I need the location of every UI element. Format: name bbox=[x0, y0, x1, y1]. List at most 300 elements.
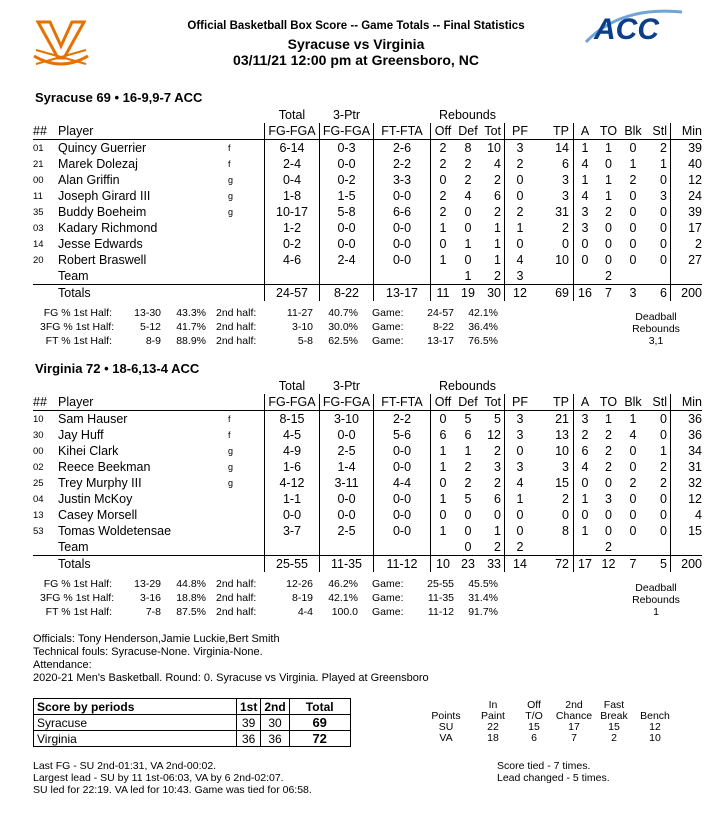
report-title: Official Basketball Box Score -- Game Totals -- Final Statistics bbox=[187, 20, 525, 32]
chance-va: 7 bbox=[571, 732, 577, 744]
stat-blk: 1 bbox=[629, 156, 637, 171]
stat-fg: 2-4 bbox=[265, 156, 320, 172]
blank-cell bbox=[374, 378, 431, 394]
fast-header-2: Break bbox=[600, 710, 628, 722]
blank-cell bbox=[228, 285, 265, 302]
acc-logo-text: ACC bbox=[594, 13, 659, 44]
stat-pf: 3 bbox=[505, 427, 536, 443]
stat-stl: 1 bbox=[660, 156, 667, 171]
stat-blk: 0 bbox=[629, 236, 637, 251]
stat-tp: 0 bbox=[562, 236, 569, 251]
periods-row bbox=[34, 715, 351, 731]
blank-cell bbox=[228, 123, 265, 140]
stat-blk: 0 bbox=[629, 491, 637, 506]
stat-ft: 0-0 bbox=[374, 443, 431, 459]
periods-2nd: 36 bbox=[261, 731, 289, 747]
paint-col bbox=[476, 700, 510, 744]
stat-ft: 0-0 bbox=[374, 220, 431, 236]
col-header-pf: PF bbox=[505, 394, 536, 411]
threeptr-group-header: 3-Ptr bbox=[332, 378, 361, 393]
player-name: Kadary Richmond bbox=[58, 220, 158, 235]
col-header-tp: TP bbox=[553, 394, 569, 409]
column-header-row bbox=[33, 123, 702, 140]
col-header-def: Def bbox=[458, 123, 478, 138]
stat-min: 31 bbox=[671, 459, 703, 475]
pct-g: 24-57 bbox=[427, 307, 454, 319]
stat-a: 3 bbox=[574, 411, 597, 428]
score-tied-line: Score tied - 7 times. bbox=[497, 760, 591, 772]
stat-off: 0 bbox=[431, 236, 456, 252]
pct-gl: Game: bbox=[372, 592, 404, 604]
pct-g: 11-12 bbox=[427, 606, 454, 618]
stat-tp: 10 bbox=[555, 443, 569, 458]
col-header-ft: FT-FTA bbox=[374, 394, 431, 411]
player-number: 13 bbox=[33, 509, 44, 521]
player-row bbox=[33, 539, 702, 556]
stat-fg: 8-15 bbox=[265, 411, 320, 428]
stat-tp3: 0-2 bbox=[320, 172, 374, 188]
stat-pf: 3 bbox=[505, 140, 536, 157]
stat-tot: 5 bbox=[481, 411, 505, 428]
stat-a: 6 bbox=[574, 443, 597, 459]
rebounds-group-header: Rebounds bbox=[439, 378, 496, 393]
total-ft: 13-17 bbox=[374, 285, 431, 302]
stat-fg: 4-5 bbox=[265, 427, 320, 443]
pct-h1: 8-9 bbox=[145, 335, 161, 347]
stat-tot: 1 bbox=[494, 236, 501, 251]
player-row bbox=[33, 140, 702, 157]
stat-pf: 0 bbox=[505, 523, 536, 539]
pct-gp: 76.5% bbox=[468, 335, 498, 347]
stat-min: 24 bbox=[671, 188, 703, 204]
stat-a: 1 bbox=[574, 523, 597, 539]
stat-fg: 1-6 bbox=[265, 459, 320, 475]
stat-off: 2 bbox=[431, 156, 456, 172]
stat-to: 2 bbox=[605, 459, 612, 474]
officials-line: Officials: Tony Henderson,Jamie Luckie,Bert Smith bbox=[33, 633, 280, 645]
stat-pf: 3 bbox=[505, 459, 536, 475]
points-team: SU bbox=[438, 721, 454, 733]
stat-blk: 0 bbox=[629, 220, 637, 235]
col-header-tot: Tot bbox=[484, 394, 501, 409]
total-def: 19 bbox=[455, 285, 481, 302]
stat-tp3: 1-5 bbox=[320, 188, 374, 204]
threeptr-group-header: 3-Ptr bbox=[332, 107, 361, 122]
total-to: 12 bbox=[596, 556, 621, 573]
largest-lead-line: Largest lead - SU by 11 1st-06:03, VA by 6 2nd-02:07. bbox=[33, 772, 284, 784]
stat-tp3: 3-11 bbox=[320, 475, 374, 491]
stat-tp: 2 bbox=[562, 491, 569, 506]
player-row bbox=[33, 172, 702, 188]
stat-tp3: 2-5 bbox=[320, 443, 374, 459]
periods-team: Virginia bbox=[34, 731, 237, 747]
col-header-to: TO bbox=[599, 394, 618, 409]
total-fg: 25-55 bbox=[265, 556, 320, 573]
blank-cell bbox=[535, 378, 574, 394]
column-header-row bbox=[33, 394, 702, 411]
chance-header-2: Chance bbox=[555, 710, 593, 722]
player-position: g bbox=[228, 206, 234, 217]
stat-a: 1 bbox=[574, 172, 597, 188]
pct-h1p: 41.7% bbox=[176, 321, 206, 333]
stat-tot: 1 bbox=[494, 523, 501, 538]
player-number: 25 bbox=[33, 477, 44, 489]
col-header-blk: Blk bbox=[624, 123, 642, 138]
blank-cell bbox=[671, 378, 703, 394]
stat-tp3: 0-0 bbox=[320, 236, 374, 252]
stat-def: 2 bbox=[464, 172, 472, 187]
stat-pf: 1 bbox=[505, 491, 536, 507]
stat-a: 0 bbox=[574, 475, 597, 491]
pct-h1: 5-12 bbox=[139, 321, 161, 333]
stat-to: 2 bbox=[605, 539, 612, 554]
stat-off: 1 bbox=[431, 459, 456, 475]
stat-pf: 0 bbox=[505, 236, 536, 252]
periods-header-2nd: 2nd bbox=[261, 699, 289, 715]
stat-off: 0 bbox=[431, 411, 456, 428]
stat-blk: 0 bbox=[629, 459, 637, 474]
paint-header-2: Paint bbox=[481, 710, 505, 722]
stat-fg: 0-0 bbox=[265, 507, 320, 523]
player-number: 11 bbox=[33, 190, 43, 202]
stat-a bbox=[574, 268, 597, 285]
stat-tp: 3 bbox=[562, 172, 569, 187]
stat-ft: 0-0 bbox=[374, 523, 431, 539]
stat-fg: 0-4 bbox=[265, 172, 320, 188]
stat-min: 2 bbox=[671, 236, 703, 252]
col-header-fg: FG-FGA bbox=[265, 123, 320, 140]
total-tp3: 8-22 bbox=[320, 285, 374, 302]
stat-def: 5 bbox=[455, 411, 481, 428]
stat-tot: 2 bbox=[494, 539, 501, 554]
fast-col bbox=[597, 700, 631, 744]
deadball-line2: Rebounds bbox=[632, 323, 680, 335]
stat-off: 1 bbox=[431, 523, 456, 539]
stat-ft: 0-0 bbox=[374, 491, 431, 507]
blank-cell bbox=[621, 107, 645, 123]
box-score-table bbox=[33, 378, 702, 572]
player-position: g bbox=[228, 461, 234, 472]
team-heading: Syracuse 69 • 16-9,9-7 ACC bbox=[35, 90, 203, 105]
stat-fg: 10-17 bbox=[265, 204, 320, 220]
stat-def: 2 bbox=[464, 459, 472, 474]
player-position: f bbox=[228, 140, 265, 157]
player-position: g bbox=[228, 477, 234, 488]
attendance-line: Attendance: bbox=[33, 659, 92, 671]
stat-blk: 0 bbox=[629, 204, 637, 219]
off-header-2: T/O bbox=[525, 710, 543, 722]
stat-def: 0 bbox=[464, 523, 472, 538]
stat-stl: 1 bbox=[660, 443, 667, 458]
total-pf: 12 bbox=[505, 285, 536, 302]
pct-label: FT % 1st Half: bbox=[45, 335, 112, 347]
deadball-line3: 1 bbox=[653, 606, 659, 618]
player-row bbox=[33, 156, 702, 172]
player-row bbox=[33, 443, 702, 459]
player-row bbox=[33, 236, 702, 252]
stat-def: 1 bbox=[464, 236, 472, 251]
chance-col bbox=[553, 700, 595, 744]
rebounds-group-header: Rebounds bbox=[439, 107, 496, 122]
stat-off: 6 bbox=[431, 427, 456, 443]
stat-def: 1 bbox=[464, 268, 472, 283]
off-header-1: Off bbox=[527, 699, 541, 711]
blank-cell bbox=[33, 285, 58, 302]
stat-blk: 2 bbox=[629, 475, 637, 490]
player-position: f bbox=[228, 429, 231, 440]
player-name: Jesse Edwards bbox=[58, 236, 143, 251]
pct-h1: 3-16 bbox=[139, 592, 161, 604]
last-fg-line: Last FG - SU 2nd-01:31, VA 2nd-00:02. bbox=[33, 760, 217, 772]
stat-to: 1 bbox=[605, 188, 612, 203]
totals-row bbox=[33, 556, 702, 573]
stat-ft: 0-0 bbox=[374, 188, 431, 204]
stat-tp3: 1-4 bbox=[320, 459, 374, 475]
pct-gp: 42.1% bbox=[468, 307, 498, 319]
stat-tp3: 0-0 bbox=[320, 427, 374, 443]
stat-pf: 0 bbox=[505, 172, 536, 188]
led-for-line: SU led for 22:19. VA led for 10:43. Game was tied for 06:58. bbox=[33, 784, 312, 796]
player-number: 30 bbox=[33, 429, 44, 441]
stat-blk: 1 bbox=[621, 411, 645, 428]
pct-label: 3FG % 1st Half: bbox=[40, 321, 115, 333]
stat-tp: 14 bbox=[535, 140, 574, 157]
stat-tot: 4 bbox=[494, 156, 501, 171]
stat-tp bbox=[535, 268, 574, 285]
pct-gl: Game: bbox=[372, 321, 404, 333]
stat-to: 1 bbox=[605, 172, 612, 187]
stat-blk bbox=[621, 268, 645, 285]
stat-off: 1 bbox=[431, 491, 456, 507]
col-header-min: Min bbox=[671, 394, 703, 411]
stat-stl: 2 bbox=[660, 475, 667, 490]
group-header-row bbox=[33, 107, 702, 123]
stat-min: 12 bbox=[671, 491, 703, 507]
stat-tot: 0 bbox=[494, 507, 501, 522]
player-row bbox=[33, 204, 702, 220]
bench-col bbox=[637, 711, 673, 744]
deadball-rebounds bbox=[616, 582, 696, 618]
stat-def: 2 bbox=[464, 475, 472, 490]
player-row bbox=[33, 523, 702, 539]
pct-label: 3FG % 1st Half: bbox=[40, 592, 115, 604]
stat-off: 2 bbox=[431, 188, 456, 204]
pct-h2l: 2nd half: bbox=[216, 578, 257, 590]
pct-h2: 8-19 bbox=[291, 592, 313, 604]
pct-h1: 13-29 bbox=[134, 578, 161, 590]
pct-h2: 11-27 bbox=[286, 307, 313, 319]
stat-to: 1 bbox=[596, 411, 621, 428]
blank-cell bbox=[58, 378, 228, 394]
stat-def: 0 bbox=[464, 507, 472, 522]
stat-stl: 0 bbox=[660, 204, 667, 219]
stat-tp: 10 bbox=[555, 252, 569, 267]
player-position: g bbox=[228, 174, 234, 185]
pct-h2p: 46.2% bbox=[328, 578, 358, 590]
stat-tot: 2 bbox=[494, 172, 501, 187]
total-tot: 33 bbox=[481, 556, 505, 573]
col-header-off: Off bbox=[431, 123, 456, 140]
lead-changed-line: Lead changed - 5 times. bbox=[497, 772, 610, 784]
player-position: g bbox=[228, 190, 234, 201]
stat-pf: 1 bbox=[505, 220, 536, 236]
points-team: VA bbox=[439, 732, 453, 744]
stat-tot: 6 bbox=[494, 491, 501, 506]
blank-cell bbox=[596, 107, 621, 123]
stat-blk bbox=[621, 539, 645, 556]
stat-to: 1 bbox=[596, 140, 621, 157]
stat-ft: 4-4 bbox=[374, 475, 431, 491]
stat-tot: 2 bbox=[494, 268, 501, 283]
stat-ft: 0-0 bbox=[374, 252, 431, 268]
pct-g: 25-55 bbox=[427, 578, 454, 590]
blank-cell bbox=[645, 107, 671, 123]
stat-def: 8 bbox=[455, 140, 481, 157]
pct-h1: 7-8 bbox=[145, 606, 161, 618]
player-number bbox=[33, 268, 58, 285]
player-name: Sam Hauser bbox=[58, 411, 228, 428]
pct-gp: 91.7% bbox=[468, 606, 498, 618]
stat-pf: 0 bbox=[505, 188, 536, 204]
stat-off: 0 bbox=[431, 172, 456, 188]
total-blk: 3 bbox=[621, 285, 645, 302]
stat-def: 5 bbox=[464, 491, 472, 506]
stat-ft: 0-0 bbox=[374, 459, 431, 475]
blank-cell bbox=[505, 378, 536, 394]
blank-cell bbox=[574, 378, 597, 394]
total-off: 11 bbox=[431, 285, 456, 302]
stat-ft: 5-6 bbox=[374, 427, 431, 443]
blank-cell bbox=[505, 107, 536, 123]
player-position: f bbox=[228, 158, 231, 169]
stat-a bbox=[574, 539, 597, 556]
stat-fg: 4-12 bbox=[265, 475, 320, 491]
off-su: 15 bbox=[528, 721, 540, 733]
stat-tot: 1 bbox=[494, 220, 501, 235]
stat-tp: 3 bbox=[562, 459, 569, 474]
stat-a: 3 bbox=[574, 220, 597, 236]
stat-min bbox=[671, 539, 703, 556]
blank-cell bbox=[58, 107, 228, 123]
pct-gl: Game: bbox=[372, 578, 404, 590]
stat-stl: 0 bbox=[660, 507, 667, 522]
pct-h2l: 2nd half: bbox=[216, 307, 257, 319]
stat-pf: 4 bbox=[505, 475, 536, 491]
stat-stl: 0 bbox=[660, 236, 667, 251]
total-tp: 72 bbox=[535, 556, 574, 573]
stat-pf: 0 bbox=[505, 443, 536, 459]
stat-blk: 2 bbox=[629, 172, 637, 187]
stat-tp3: 0-0 bbox=[320, 220, 374, 236]
col-header-tot: Tot bbox=[484, 123, 501, 138]
periods-header-1st: 1st bbox=[237, 699, 261, 715]
col-header-tp3: FG-FGA bbox=[320, 123, 374, 140]
stat-def: 0 bbox=[464, 252, 472, 267]
stat-to: 3 bbox=[605, 491, 612, 506]
blank-cell bbox=[228, 378, 265, 394]
periods-header-label: Score by periods bbox=[34, 699, 237, 715]
stat-a: 0 bbox=[574, 236, 597, 252]
player-name: Justin McKoy bbox=[58, 491, 133, 506]
player-row bbox=[33, 220, 702, 236]
player-number: 10 bbox=[33, 411, 58, 428]
periods-1st: 39 bbox=[237, 715, 261, 731]
stat-ft: 0-0 bbox=[374, 236, 431, 252]
player-row bbox=[33, 252, 702, 268]
stat-a: 1 bbox=[574, 140, 597, 157]
total-pf: 14 bbox=[505, 556, 536, 573]
col-header-a: A bbox=[574, 394, 597, 411]
stat-off: 0 bbox=[431, 475, 456, 491]
stat-to: 2 bbox=[605, 427, 612, 442]
player-name: Team bbox=[58, 539, 89, 554]
stat-off: 1 bbox=[431, 220, 456, 236]
pct-gl: Game: bbox=[372, 307, 404, 319]
blank-cell bbox=[645, 378, 671, 394]
stat-a: 4 bbox=[574, 188, 597, 204]
col-header-to: TO bbox=[599, 123, 618, 138]
total-blk: 7 bbox=[621, 556, 645, 573]
total-group-header: Total bbox=[278, 107, 306, 122]
total-group-header: Total bbox=[278, 378, 306, 393]
blank-cell bbox=[621, 378, 645, 394]
player-position bbox=[228, 491, 265, 507]
stat-fg: 3-7 bbox=[265, 523, 320, 539]
stat-ft bbox=[374, 268, 431, 285]
stat-tp bbox=[535, 539, 574, 556]
col-header-def: Def bbox=[458, 394, 478, 409]
stat-tp3 bbox=[320, 268, 374, 285]
total-a: 17 bbox=[574, 556, 597, 573]
stat-a: 3 bbox=[574, 204, 597, 220]
total-min: 200 bbox=[671, 556, 703, 573]
player-number bbox=[33, 539, 58, 556]
player-position: g bbox=[228, 445, 234, 456]
player-number: 20 bbox=[33, 254, 44, 266]
technical-fouls-line: Technical fouls: Syracuse-None. Virginia-None. bbox=[33, 646, 263, 658]
stat-to: 2 bbox=[605, 268, 612, 283]
stat-stl: 2 bbox=[645, 140, 671, 157]
pct-h1p: 43.3% bbox=[176, 307, 206, 319]
blank-cell bbox=[535, 107, 574, 123]
stat-tp3 bbox=[320, 539, 374, 556]
stat-tp3: 0-0 bbox=[320, 156, 374, 172]
deadball-rebounds bbox=[616, 311, 696, 347]
blank-cell bbox=[374, 107, 431, 123]
total-tp: 69 bbox=[535, 285, 574, 302]
stat-def: 0 bbox=[464, 220, 472, 235]
stat-fg: 4-6 bbox=[265, 252, 320, 268]
stat-stl: 0 bbox=[660, 491, 667, 506]
stat-tot: 6 bbox=[494, 188, 501, 203]
stat-tp: 3 bbox=[562, 188, 569, 203]
points-label: Points bbox=[431, 710, 461, 722]
stat-tp: 21 bbox=[535, 411, 574, 428]
stat-to: 2 bbox=[605, 204, 612, 219]
stat-off: 2 bbox=[431, 204, 456, 220]
stat-blk: 0 bbox=[629, 252, 637, 267]
stat-tot: 12 bbox=[487, 427, 501, 442]
stat-stl: 2 bbox=[660, 459, 667, 474]
stat-tp: 6 bbox=[562, 156, 569, 171]
blank-cell bbox=[596, 378, 621, 394]
paint-va: 18 bbox=[487, 732, 499, 744]
stat-blk: 0 bbox=[629, 507, 637, 522]
stat-stl: 0 bbox=[660, 252, 667, 267]
stat-a: 0 bbox=[574, 507, 597, 523]
stat-to: 0 bbox=[605, 475, 612, 490]
stat-tp: 13 bbox=[555, 427, 569, 442]
